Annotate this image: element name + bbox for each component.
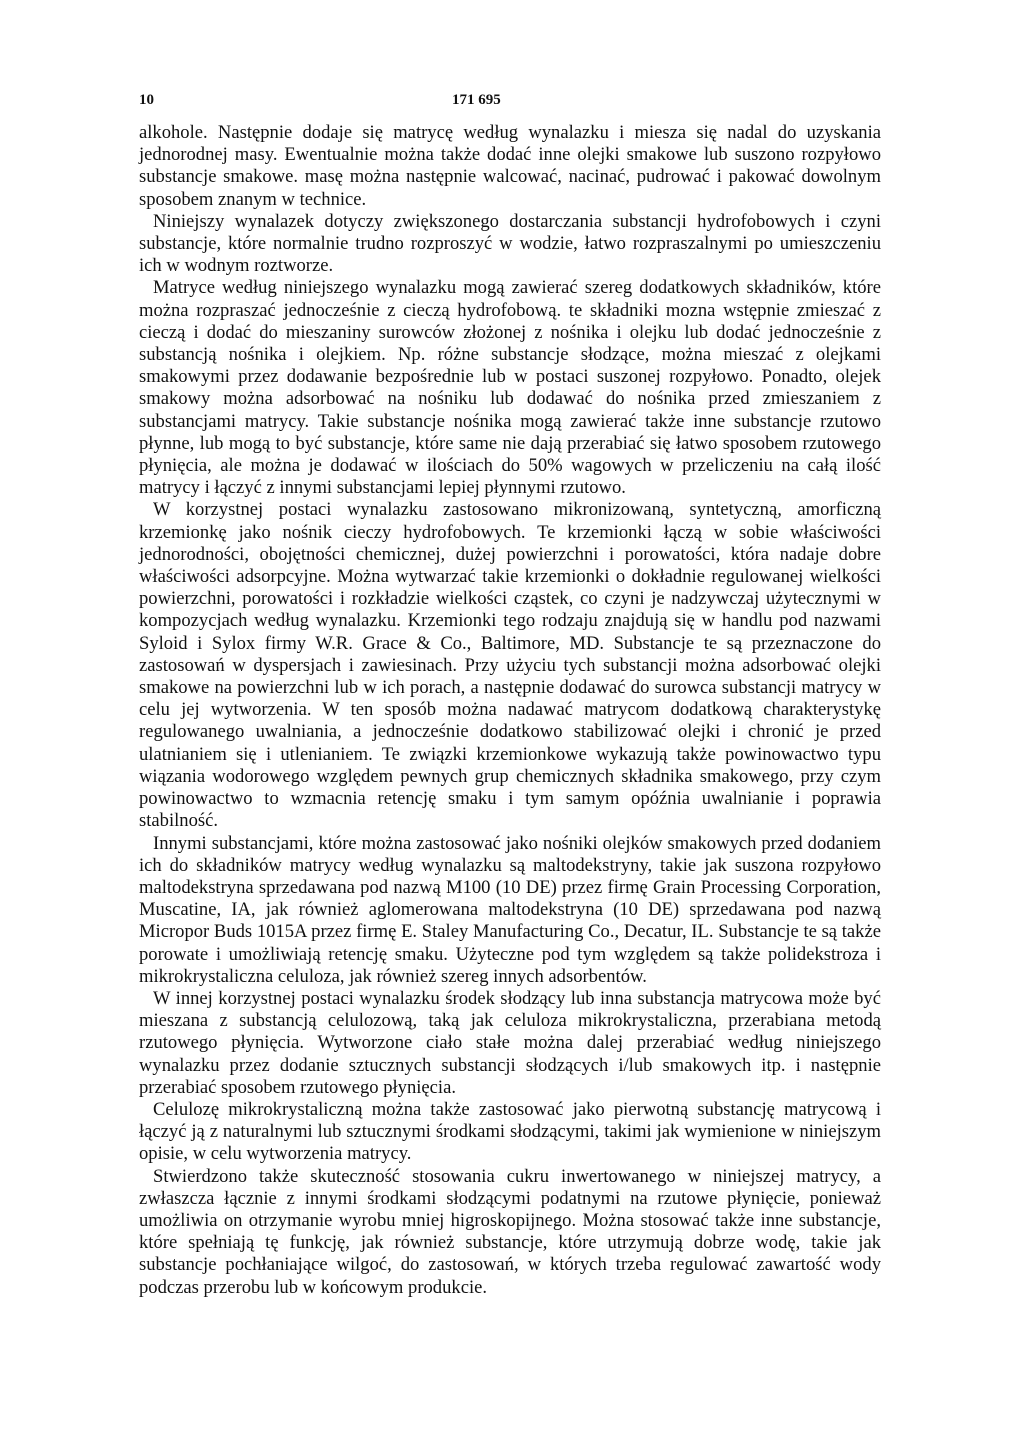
running-header [139,92,881,122]
paragraph: Matryce według niniejszego wynalazku mogą zawierać szereg dodatkowych składników, które można rozpraszać jednocześnie z cieczą hydrofobową. te składniki mozna wstępnie zmieszać z cieczą i dodać do mieszaniny surowców złożonej z nośnika i olejku lub dodać jednocześnie z substancją nośnika i olejkiem. Np. różne substancje słodzące, można mieszać z olejkami smakowymi przez dodawanie bezpośrednie lub w postaci suszonej rozpyłowo. Ponadto, olejek smakowy można adsorbować na nośniku lub dodawać do nośnika przed zmieszaniem z substancjami matrycy. Takie substancje nośnika mogą zawierać także inne substancje rzutowo płynne, lub mogą to być substancje, które same nie dają przerabiać się łatwo sposobem rzutowego płynięcia, ale można je dodawać w ilościach do 50% wagowych w przeliczeniu na całą ilość matrycy i łączyć z innymi substancjami lepiej płynnymi rzutowo. [139,277,881,499]
document-page [139,92,881,1299]
paragraph: Innymi substancjami, które można zastosować jako nośniki olejków smakowych przed dodaniem ich do składników matrycy według wynalazku są maltodekstryny, takie jak suszona rozpyłowo maltodekstryna sprzedawana pod nazwą M100 (10 DE) przez firmę Grain Processing Corporation, Muscatine, IA, jak również aglomerowana maltodekstryna (10 DE) sprzedawana pod nazwą Micropor Buds 1015A przez firmę E. Staley Manufacturing Co., Decatur, IL. Substancje te są także porowate i umożliwiają retencję smaku. Użyteczne pod tym względem są także polidekstroza i mikrokrystaliczna celuloza, jak również szereg innych adsorbentów. [139,832,881,987]
paragraph: Celulozę mikrokrystaliczną można także zastosować jako pierwotną substancję matrycową i łączyć ją z naturalnymi lub sztucznymi środkami słodzącymi, takimi jak wymienione w niniejszym opisie, w celu wytworzenia matrycy. [139,1098,881,1165]
paragraph: Niniejszy wynalazek dotyczy zwiększonego dostarczania substancji hydrofobowych i czyni substancje, które normalnie trudno rozproszyć w wodzie, łatwo rozpraszalnymi po umieszczeniu ich w wodnym roztworze. [139,210,881,277]
paragraph: W innej korzystnej postaci wynalazku środek słodzący lub inna substancja matrycowa może być mieszana z substancją celulozową, taką jak celuloza mikrokrystaliczna, przerabiana metodą rzutowego płynięcia. Wytworzone ciało stałe można dalej przerabiać według niniejszego wynalazku przez dodanie sztucznych substancji słodzących i/lub smakowych itp. i następnie przerabiać sposobem rzutowego płynięcia. [139,987,881,1098]
paragraph-continuation: alkohole. Następnie dodaje się matrycę według wynalazku i miesza się nadal do uzyskania jednorodnej masy. Ewentualnie można także dodać inne olejki smakowe lub suszono rozpyłowo substancje smakowe. masę można następnie walcować, nacinać, pudrować i pakować dowolnym sposobem znanym w technice. [139,122,881,210]
paragraph: W korzystnej postaci wynalazku zastosowano mikronizowaną, syntetyczną, amorficzną krzemionkę jako nośnik cieczy hydrofobowych. Te krzemionki łączą w sobie właściwości jednorodności, obojętności chemicznej, dużej powierzchni i porowatości, która nadaje dobre właściwości adsorpcyjne. Można wytwarzać takie krzemionki o dokładnie regulowanej wielkości powierzchni, porowatości i rozkładzie wielkości cząstek, co czyni je nadzywczaj użytecznymi w kompozycjach według wynalazku. Krzemionki tego rodzaju znajdują się w handlu pod nazwami Syloid i Sylox firmy W.R. Grace & Co., Baltimore, MD. Substancje te są przeznaczone do zastosowań w dyspersjach i zawiesinach. Przy użyciu tych substancji można adsorbować olejki smakowe na powierzchni lub w ich porach, a następnie dodawać do surowca substancji matrycy w celu jej wytworzenia. W ten sposób można nadawać matrycom dodatkową charakterystykę regulowanego uwalniania, a jednocześnie dodatkowo stabilizować olejki i chronić je przed ulatnianiem się i utlenianiem. Te związki krzemionkowe wykazują także powinowactwo typu wiązania wodorowego względem pewnych grup chemicznych składnika smakowego, przy czym powinowactwo to wzmacnia retencję smaku i tym samym opóźnia uwalnianie i poprawia stabilność. [139,499,881,832]
page-number: 10 [139,92,154,108]
document-number: 171 695 [452,92,501,108]
body-text [139,122,881,1299]
paragraph: Stwierdzono także skuteczność stosowania cukru inwertowanego w niniejszej matrycy, a zwłaszcza łącznie z innymi środkami słodzącymi podatnymi na rzutowe płynięcie, ponieważ umożliwia on otrzymanie wyrobu mniej higroskopijnego. Można stosować także inne substancje, które spełniają tę funkcję, jak również substancje, które utrzymują dobrze wodę, takie jak substancje pochłaniające wilgoć, do zastosowań, w których trzeba regulować zawartość wody podczas przerobu lub w końcowym produkcie. [139,1165,881,1298]
